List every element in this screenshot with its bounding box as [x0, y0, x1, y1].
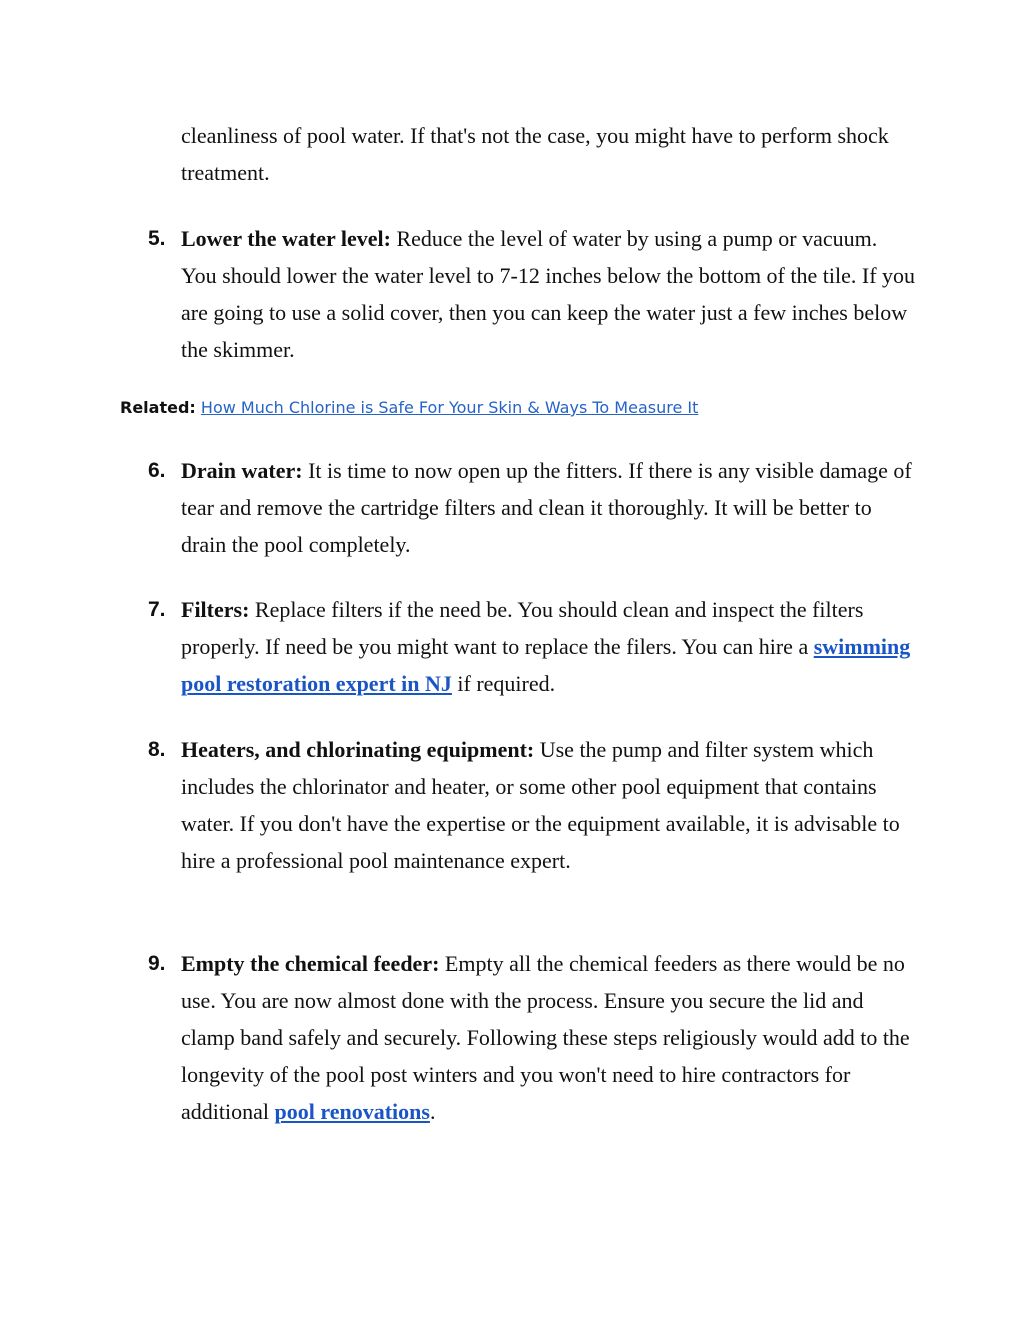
list-number: 7.: [148, 598, 166, 621]
list-number: 8.: [148, 738, 166, 761]
step-text: Replace filters if the need be. You should clean and inspect the filters properly. If need be you might want to replace the filers. You can hire a: [181, 597, 864, 659]
intro-paragraph: cleanliness of pool water. If that's not the case, you might have to perform shock treatment.: [181, 123, 889, 185]
list-number: 6.: [148, 459, 166, 482]
step-heading: Filters:: [181, 597, 250, 622]
step-heading: Empty the chemical feeder:: [181, 951, 440, 976]
step-text: Empty all the chemical feeders as there would be no use. You are now almost done with the process. Ensure you secure the lid and clamp band safely and securely. Following these steps religiously would add to the longevity of the pool post winters and you won't need to hire contractors for additional: [181, 951, 910, 1124]
related-link-line: [120, 396, 698, 420]
step-heading: Lower the water level:: [181, 226, 391, 251]
list-item-body: [181, 220, 916, 368]
pool-renovations-link[interactable]: pool renovations: [274, 1099, 430, 1124]
step-text-after: .: [429, 1099, 436, 1124]
related-article-link[interactable]: How Much Chlorine is Safe For Your Skin & Ways To Measure It: [200, 398, 699, 417]
list-item-body: [181, 731, 916, 879]
step-text: Reduce the level of water by using a pump or vacuum. You should lower the water level to 7-12 inches below the bottom of the tile. If you are going to use a solid cover, then you can keep the water just a few inches below the skimmer.: [181, 226, 916, 362]
step-heading: Heaters, and chlorinating equipment:: [181, 737, 535, 762]
restoration-expert-link[interactable]: swimming pool restoration expert in NJ: [181, 634, 911, 696]
list-item-body: [181, 452, 916, 563]
step-text: Use the pump and filter system which includes the chlorinator and heater, or some other pool equipment that contains water. If you don't have the expertise or the equipment available, it is advisable to hire a professional pool maintenance expert.: [181, 737, 900, 873]
related-label: Related:: [120, 398, 196, 417]
step-text: It is time to now open up the fitters. If there is any visible damage of tear and remove the cartridge filters and clean it thoroughly. It will be better to drain the pool completely.: [181, 458, 912, 557]
step-text-after: if required.: [451, 671, 556, 696]
step-heading: Drain water:: [181, 458, 303, 483]
list-item-body: [181, 945, 916, 1130]
list-number: 5.: [148, 227, 166, 250]
list-number: 9.: [148, 952, 166, 975]
list-item-body: [181, 591, 916, 702]
